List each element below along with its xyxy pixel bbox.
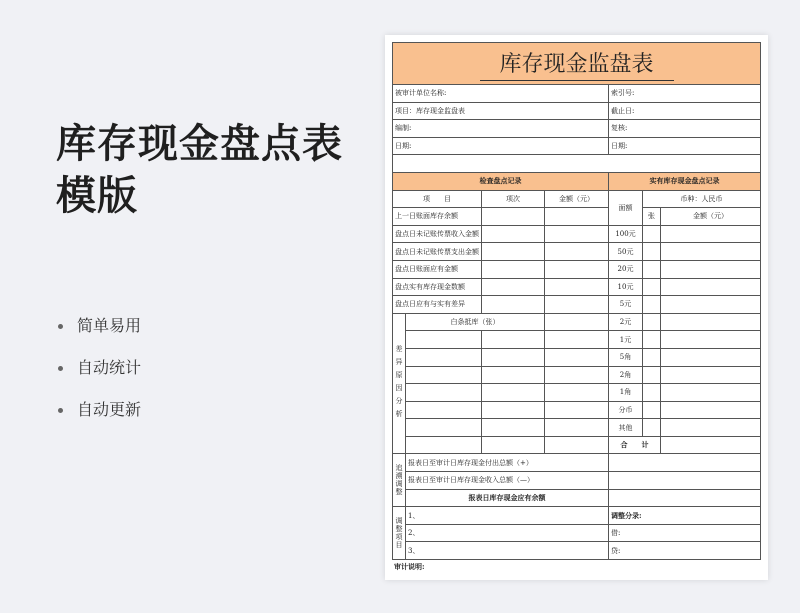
cell-empty [643, 366, 661, 384]
feature-item [58, 354, 141, 396]
cell-empty [643, 260, 661, 278]
adjust-item: 2、 [406, 524, 609, 542]
cell-empty [643, 243, 661, 261]
cell-empty [482, 278, 545, 296]
section-header-check: 检查盘点记录 [393, 172, 609, 190]
form-title: 库存现金监盘表 [480, 47, 674, 81]
cell-empty [482, 348, 545, 366]
cell-empty [482, 331, 545, 349]
cell-empty [545, 225, 609, 243]
cell-empty [661, 384, 761, 402]
cell-empty [482, 225, 545, 243]
form-title-cell [393, 43, 761, 85]
cell-empty [406, 366, 482, 384]
bullet-dot [58, 324, 63, 329]
cell-empty [643, 296, 661, 314]
cell-empty [643, 419, 661, 437]
diff-analysis-label: 差异原因分析 [393, 313, 406, 454]
cell-empty [545, 419, 609, 437]
cell-empty [661, 260, 761, 278]
adjust-item: 1、 [406, 507, 609, 525]
cell-empty [609, 454, 761, 472]
cell-empty [643, 313, 661, 331]
cell-empty [661, 401, 761, 419]
cell-empty [661, 313, 761, 331]
denomination: 其他 [609, 419, 643, 437]
cell-empty [661, 419, 761, 437]
denomination: 50元 [609, 243, 643, 261]
denomination: 分币 [609, 401, 643, 419]
report-balance-label: 报表日库存现金应有余额 [406, 489, 609, 507]
cell-empty [545, 384, 609, 402]
col-header-count: 项次 [482, 190, 545, 208]
feature-label: 简单易用 [77, 316, 142, 335]
col-header-amount2: 金额（元） [661, 208, 761, 226]
col-header-denomination: 面额 [609, 190, 643, 225]
cell-empty [545, 260, 609, 278]
trace-row: 报表日至审计日库存现金付出总额（+） [406, 454, 609, 472]
cell-empty [661, 366, 761, 384]
adjust-entry: 调整分录: [609, 507, 761, 525]
cell-empty [661, 436, 761, 454]
denomination: 1角 [609, 384, 643, 402]
cell-empty [545, 401, 609, 419]
cash-count-form [392, 42, 761, 560]
info-prepared: 编制: [393, 120, 609, 138]
cell-empty [661, 225, 761, 243]
cell-empty [482, 208, 545, 226]
col-header-item: 项 目 [393, 190, 482, 208]
page-title: 库存现金盘点表模版 [56, 121, 343, 219]
cell-empty [482, 260, 545, 278]
cell-empty [482, 401, 545, 419]
info-index: 索引号: [609, 85, 761, 103]
cell-empty [406, 401, 482, 419]
row-label: 盘点日应有与实有差异 [393, 296, 482, 314]
feature-list [58, 312, 141, 438]
feature-label: 自动更新 [77, 400, 142, 419]
cell-empty [406, 331, 482, 349]
info-date-left: 日期: [393, 137, 609, 155]
currency-label: 币种：人民币 [643, 190, 761, 208]
cell-empty [545, 348, 609, 366]
cell-empty [661, 278, 761, 296]
cell-empty [406, 348, 482, 366]
denomination: 5角 [609, 348, 643, 366]
adjust-credit: 贷: [609, 542, 761, 560]
row-label: 盘点日账面应有金额 [393, 260, 482, 278]
cell-empty [406, 384, 482, 402]
cell-empty [643, 225, 661, 243]
info-date-right: 日期: [609, 137, 761, 155]
col-header-sheets: 张 [643, 208, 661, 226]
feature-item [58, 312, 141, 354]
cell-empty [643, 384, 661, 402]
diff-item-iou: 白条抵库（张） [406, 313, 545, 331]
feature-item [58, 396, 141, 438]
cell-empty [545, 436, 609, 454]
trace-adjust-label: 追溯调整 [393, 454, 406, 507]
feature-label: 自动统计 [77, 358, 142, 377]
row-label: 盘点实有库存现金数额 [393, 278, 482, 296]
cell-empty [643, 401, 661, 419]
info-project: 项目：库存现金监盘表 [393, 102, 609, 120]
adjust-item: 3、 [406, 542, 609, 560]
cell-empty [661, 331, 761, 349]
denomination: 20元 [609, 260, 643, 278]
denomination: 1元 [609, 331, 643, 349]
cell-empty [406, 436, 482, 454]
cell-empty [609, 472, 761, 490]
cell-empty [545, 366, 609, 384]
cell-empty [661, 243, 761, 261]
denomination: 100元 [609, 225, 643, 243]
bullet-dot [58, 366, 63, 371]
cell-empty [643, 278, 661, 296]
cell-empty [545, 243, 609, 261]
cell-empty [482, 296, 545, 314]
cell-empty [545, 208, 609, 226]
spacer-row [393, 155, 761, 173]
cell-empty [661, 348, 761, 366]
adjust-items-label: 调整项目 [393, 507, 406, 560]
denomination: 5元 [609, 296, 643, 314]
section-header-actual: 实有库存现金盘点记录 [609, 172, 761, 190]
cell-empty [661, 296, 761, 314]
trace-row: 报表日至审计日库存现金收入总额（—） [406, 472, 609, 490]
cell-empty [545, 296, 609, 314]
cell-empty [609, 489, 761, 507]
row-label: 盘点日未记账传票支出金额 [393, 243, 482, 261]
info-auditee: 被审计单位名称: [393, 85, 609, 103]
cell-empty [482, 366, 545, 384]
info-cutoff: 截止日: [609, 102, 761, 120]
audit-note-label: 审计说明: [394, 562, 425, 572]
bullet-dot [58, 408, 63, 413]
cell-empty [545, 313, 609, 331]
cell-empty [545, 331, 609, 349]
cell-empty [545, 278, 609, 296]
adjust-debit: 借: [609, 524, 761, 542]
cell-empty [482, 243, 545, 261]
row-label: 盘点日未记账传票收入金额 [393, 225, 482, 243]
total-label: 合 计 [609, 436, 661, 454]
cell-empty [643, 331, 661, 349]
cell-empty [406, 419, 482, 437]
cell-empty [482, 384, 545, 402]
row-label: 上一日账面库存余额 [393, 208, 482, 226]
form-preview-sheet [385, 35, 768, 580]
denomination: 10元 [609, 278, 643, 296]
info-reviewed: 复核: [609, 120, 761, 138]
cell-empty [643, 348, 661, 366]
cell-empty [482, 436, 545, 454]
denomination: 2元 [609, 313, 643, 331]
col-header-amount: 金额（元） [545, 190, 609, 208]
denomination: 2角 [609, 366, 643, 384]
cell-empty [482, 419, 545, 437]
